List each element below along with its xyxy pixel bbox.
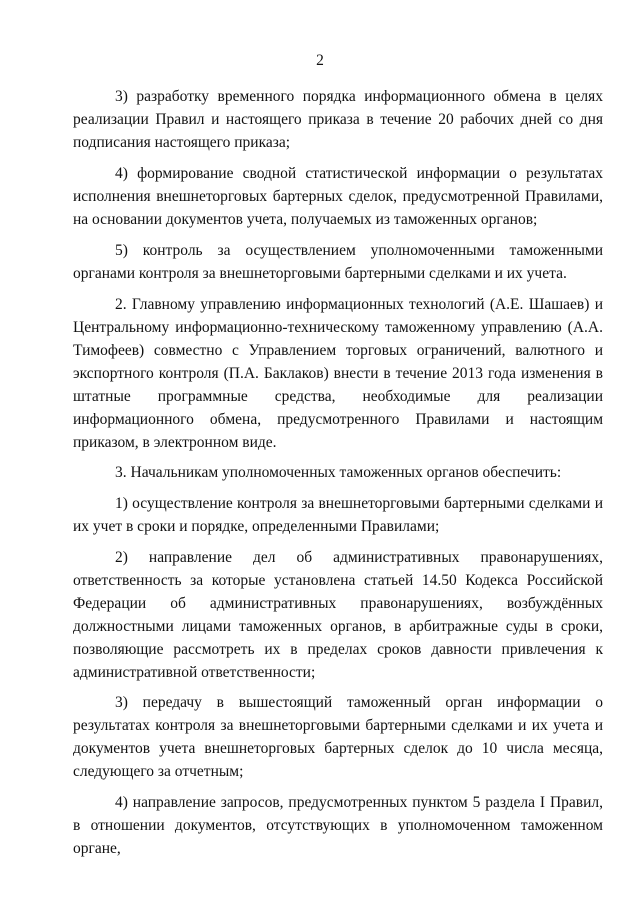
document-body [73,85,603,868]
paragraph-item-3-development: 3) разработку временного порядка информационного обмена в целях реализации Правил и настоящего приказа в течение 20 рабочих дней со дня подписания настоящего приказа; [73,88,603,151]
paragraph-section-2: 2. Главному управлению информационных технологий (А.Е. Шашаев) и Центральному информационно-техническому таможенному управлению (А.А. Тимофеев) совместно с Управлением торговых ограничений, валютного и экспортного контроля (П.А. Баклаков) внести в течение 2013 года изменения в штатные программные средства, необходимые для реализации информационного обмена, предусмотренного Правилами и настоящим приказом, в электронном виде. [73,296,603,451]
paragraph-item-2-cases: 2) направление дел об административных правонарушениях, ответственность за которые установлена статьей 14.50 Кодекса Российской Федерации об административных правонарушениях, возбуждённых должностными лицами таможенных органов, в арбитражные суды в сроки, позволяющие рассмотреть их в пределах сроков давности привлечения к административной ответственности; [73,549,603,681]
paragraph-section-3: 3. Начальникам уполномоченных таможенных органов обеспечить: [115,464,562,481]
paragraph-item-1-control: 1) осуществление контроля за внешнеторговыми бартерными сделками и их учет в сроки и порядке, определенными Правилами; [73,495,603,535]
paragraph-item-4-statistics: 4) формирование сводной статистической информации о результатах исполнения внешнеторговых бартерных сделок, предусмотренной Правилами, на основании документов учета, получаемых из таможенных органов; [73,165,603,228]
paragraph-item-4-requests: 4) направление запросов, предусмотренных пунктом 5 раздела I Правил, в отношении документов, отсутствующих в уполномоченном таможенном органе, [73,794,603,857]
paragraph-item-3-transfer: 3) передачу в вышестоящий таможенный орган информации о результатах контроля за внешнеторговыми бартерными сделками и их учета и документов учета внешнеторговых бартерных сделок до 10 числа месяца, следующего за отчетным; [73,694,603,780]
page-number: 2 [316,52,324,69]
paragraph-item-5-control: 5) контроль за осуществлением уполномоченными таможенными органами контроля за внешнеторговыми бартерными сделками и их учета. [73,242,603,282]
